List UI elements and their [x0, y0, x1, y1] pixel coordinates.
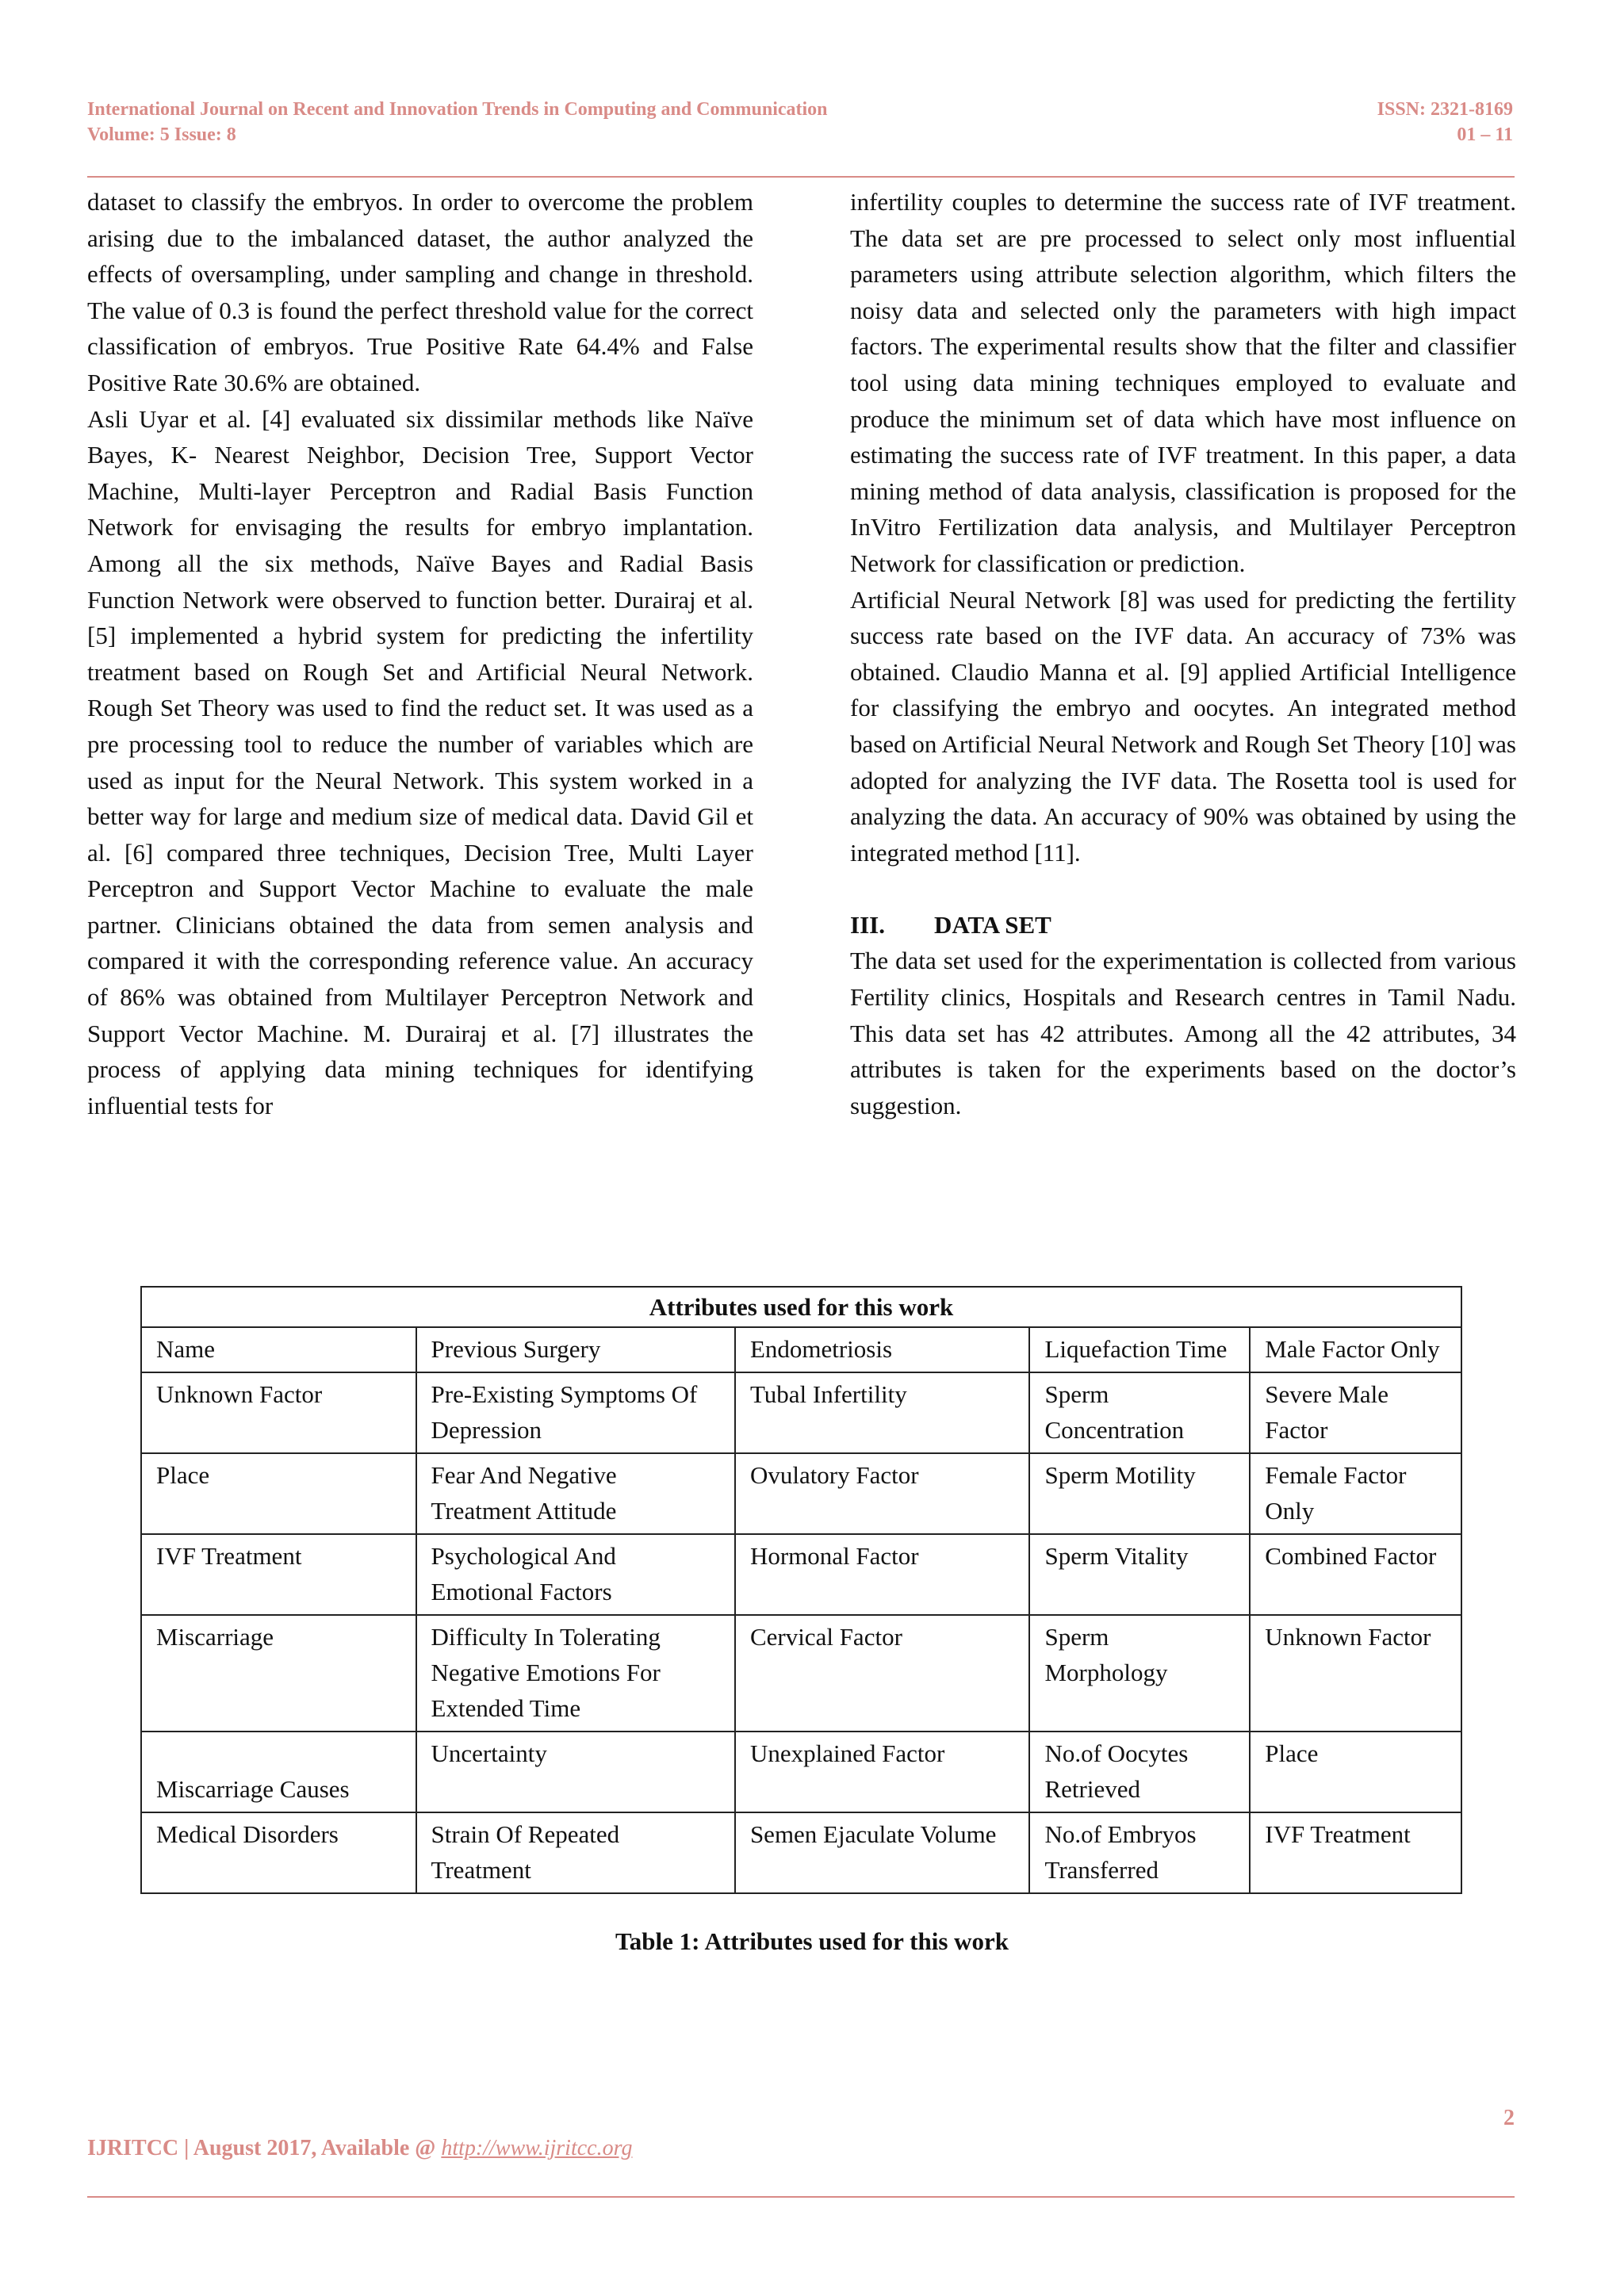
table-cell: Name	[141, 1327, 416, 1372]
paragraph: The data set used for the experimentation is collected from various Fertility clinics, Hospitals and Research centres in Tamil Nadu. This data set has 42 attributes. Among all the 42 attributes, 34 attributes is taken for the experiments based on the doctor’s suggestion.	[850, 947, 1516, 1119]
section-title: DATA SET	[933, 910, 1051, 939]
table-cell: Difficulty In Tolerating Negative Emotions For Extended Time	[416, 1615, 735, 1732]
table-row	[141, 1732, 1461, 1812]
table-cell: Pre-Existing Symptoms Of Depression	[416, 1372, 735, 1453]
table-row	[141, 1327, 1461, 1372]
table-cell: IVF Treatment	[1250, 1812, 1461, 1893]
table-cell: Uncertainty	[416, 1732, 735, 1812]
table-cell: Psychological And Emotional Factors	[416, 1534, 735, 1615]
table-cell: Cervical Factor	[735, 1615, 1030, 1732]
page-number: 2	[1503, 2106, 1515, 2130]
journal-header	[87, 97, 828, 147]
table-cell: No.of Oocytes Retrieved	[1029, 1732, 1250, 1812]
left-column	[87, 184, 753, 1123]
table-cell: Male Factor Only	[1250, 1327, 1461, 1372]
table-cell: Unexplained Factor	[735, 1732, 1030, 1812]
journal-title: International Journal on Recent and Innovation Trends in Computing and Communication	[87, 99, 828, 120]
page-range: 01 – 11	[1457, 124, 1513, 145]
table-cell: Semen Ejaculate Volume	[735, 1812, 1030, 1893]
table-cell: No.of Embryos Transferred	[1029, 1812, 1250, 1893]
table-row	[141, 1534, 1461, 1615]
table-caption: Table 1: Attributes used for this work	[615, 1927, 1009, 1955]
right-column	[850, 184, 1516, 1123]
table-row	[141, 1812, 1461, 1893]
attributes-table	[140, 1286, 1462, 1894]
table-cell: Endometriosis	[735, 1327, 1030, 1372]
table-row	[141, 1615, 1461, 1732]
table-cell: Combined Factor	[1250, 1534, 1461, 1615]
footer	[87, 2136, 632, 2161]
journal-header-right	[1377, 97, 1513, 147]
header-rule	[87, 176, 1515, 178]
spacer	[850, 871, 1516, 907]
paragraph: dataset to classify the embryos. In order to overcome the problem arising due to the imbalanced dataset, the author analyzed the effects of oversampling, under sampling and change in threshold. The value of 0.3 is found the perfect threshold value for the correct classification of embryos. True Positive Rate 64.4% and False Positive Rate 30.6% are obtained.	[87, 188, 753, 396]
table-cell: Medical Disorders	[141, 1812, 416, 1893]
issn: ISSN: 2321-8169	[1377, 99, 1513, 120]
journal-volume: Volume: 5 Issue: 8	[87, 124, 236, 145]
table-cell: Sperm Vitality	[1029, 1534, 1250, 1615]
table-cell: Sperm Motility	[1029, 1453, 1250, 1534]
section-heading	[850, 907, 1516, 943]
table-cell: Unknown Factor	[141, 1372, 416, 1453]
table-cell: Severe Male Factor	[1250, 1372, 1461, 1453]
table-cell: Tubal Infertility	[735, 1372, 1030, 1453]
table-cell: Unknown Factor	[1250, 1615, 1461, 1732]
paragraph: Artificial Neural Network [8] was used for predicting the fertility success rate based on the IVF data. An accuracy of 73% was obtained. Claudio Manna et al. [9] applied Artificial Intelligence for classifying the embryo and oocytes. An integrated method based on Artificial Neural Network and Rough Set Theory [10] was adopted for analyzing the IVF data. The Rosetta tool is used for analyzing the data. An accuracy of 90% was obtained by using the integrated method [11].	[850, 585, 1516, 867]
table-cell: Hormonal Factor	[735, 1534, 1030, 1615]
table-cell: Strain Of Repeated Treatment	[416, 1812, 735, 1893]
table-cell: IVF Treatment	[141, 1534, 416, 1615]
table-row	[141, 1453, 1461, 1534]
table-cell: Miscarriage	[141, 1615, 416, 1732]
table-cell: Place	[1250, 1732, 1461, 1812]
table-cell: Place	[141, 1453, 416, 1534]
table-cell: Female Factor Only	[1250, 1453, 1461, 1534]
footer-text: IJRITCC | August 2017, Available @	[87, 2136, 442, 2160]
paragraph: Asli Uyar et al. [4] evaluated six dissimilar methods like Naïve Bayes, K- Nearest Neighbor, Decision Tree, Support Vector Machine, Multi-layer Perceptron and Radial Basis Function Network for envisaging the results for embryo implantation. Among all the six methods, Naïve Bayes and Radial Basis Function Network were observed to function better. Durairaj et al. [5] implemented a hybrid system for predicting the infertility treatment based on Rough Set and Artificial Neural Network. Rough Set Theory was used to find the reduct set. It was used as a pre processing tool to reduce the number of variables which are used as input for the Neural Network. This system worked in a better way for large and medium size of medical data. David Gil et al. [6] compared three techniques, Decision Tree, Multi Layer Perceptron and Support Vector Machine to evaluate the male partner. Clinicians obtained the data from semen analysis and compared it with the corresponding reference value. An accuracy of 86% was obtained from Multilayer Perceptron Network and Support Vector Machine. M. Durairaj et al. [7] illustrates the process of applying data mining techniques for identifying influential tests for	[87, 404, 753, 1119]
section-number: III.	[850, 910, 885, 939]
paragraph: infertility couples to determine the success rate of IVF treatment. The data set are pre processed to select only most influential parameters using attribute selection algorithm, which filters the noisy data and selected only the parameters with high impact factors. The experimental results show that the filter and classifier tool using data mining techniques employed to evaluate and produce the minimum set of data which have most influence on estimating the success rate of IVF treatment. In this paper, a data mining method of data analysis, classification is proposed for the InVitro Fertilization data analysis, and Multilayer Perceptron Network for classification or prediction.	[850, 188, 1516, 577]
footer-link[interactable]: http://www.ijritcc.org	[441, 2136, 633, 2160]
table-row	[141, 1372, 1461, 1453]
table-cell: Liquefaction Time	[1029, 1327, 1250, 1372]
table-cell: Sperm Concentration	[1029, 1372, 1250, 1453]
table-cell: Miscarriage Causes	[141, 1732, 416, 1812]
table-cell: Sperm Morphology	[1029, 1615, 1250, 1732]
table-cell: Ovulatory Factor	[735, 1453, 1030, 1534]
table-cell: Previous Surgery	[416, 1327, 735, 1372]
footer-rule	[87, 2196, 1515, 2198]
table-cell: Fear And Negative Treatment Attitude	[416, 1453, 735, 1534]
table-title: Attributes used for this work	[141, 1287, 1461, 1327]
